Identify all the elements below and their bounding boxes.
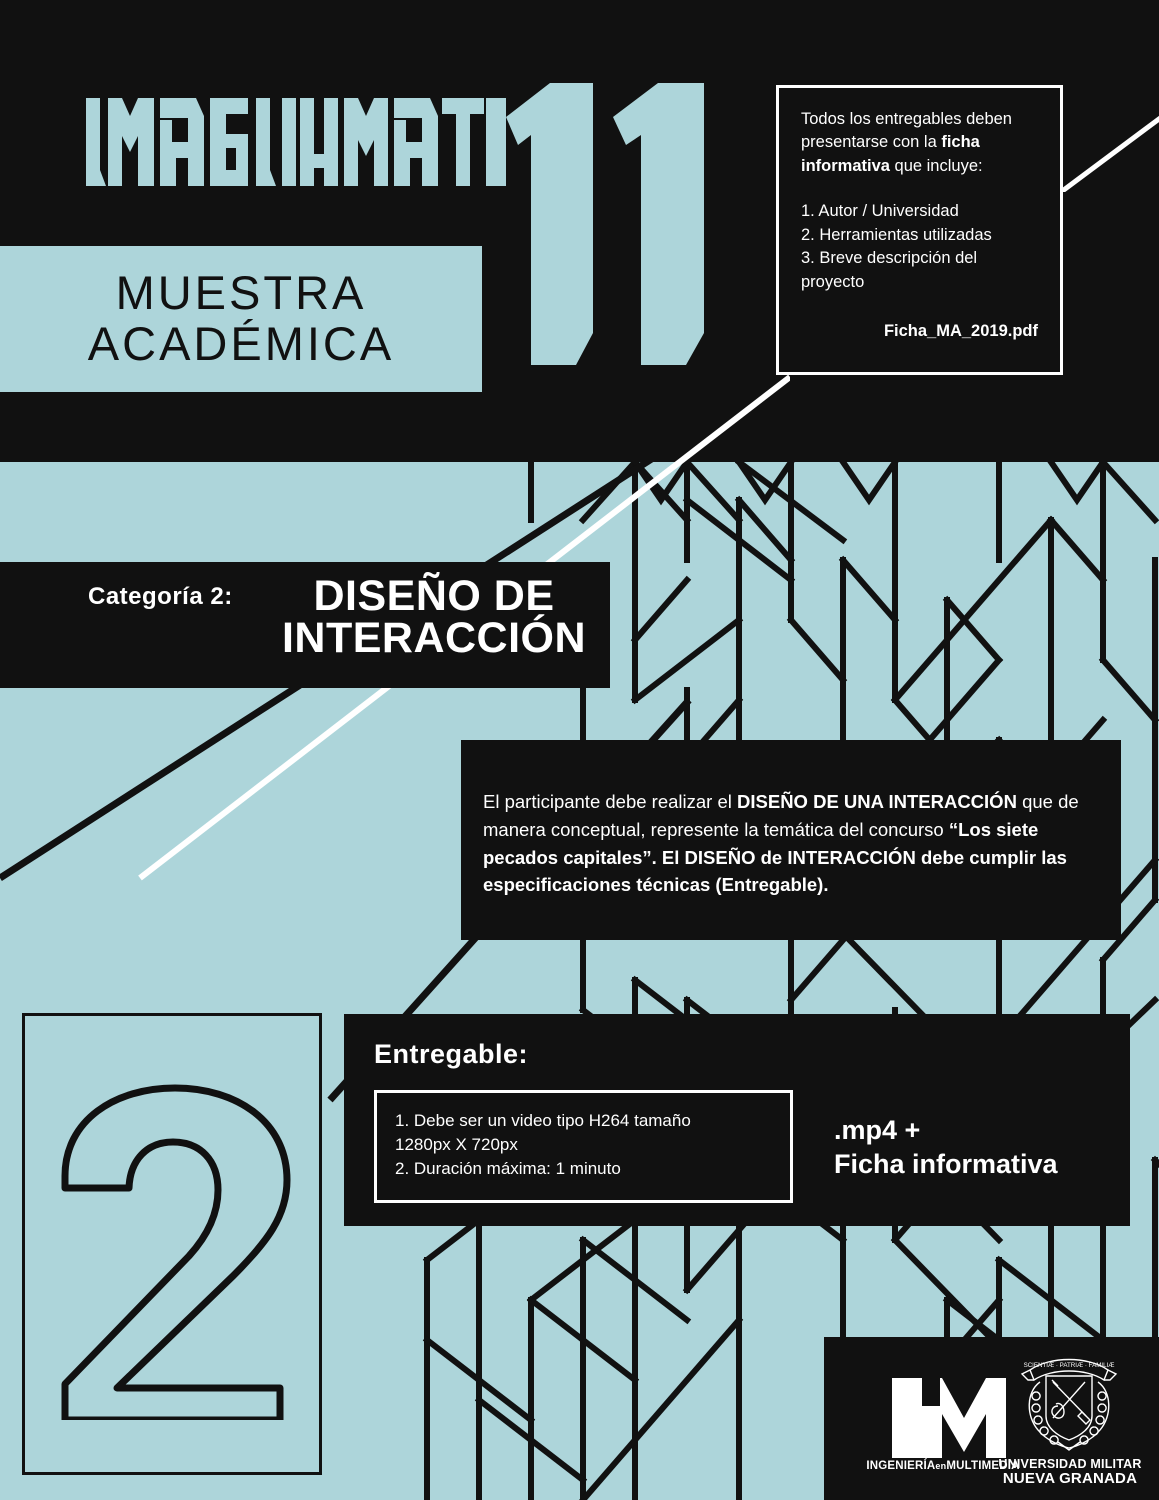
- deliverable-title: Entregable:: [374, 1039, 529, 1069]
- edition-number-11-logo: [498, 75, 713, 365]
- info-item-1: 1. Autor / Universidad: [801, 202, 959, 221]
- info-item-2: 2. Herramientas utilizadas: [801, 225, 992, 244]
- university-line-2: NUEVA GRANADA: [1002, 1470, 1138, 1487]
- description-box: [461, 740, 1121, 940]
- deliverable-item-1: 1. Debe ser un video tipo H264 tamaño 1280px X 720px: [395, 1111, 691, 1155]
- description-text: El participante debe realizar el DISEÑO DE UNA INTERACCIÓN que de manera conceptual, represente la temática del concurso “Los siete pecados capitales”. El DISEÑO de INTERACCIÓN debe cumplir las especificaciones técnicas (Entregable).: [483, 791, 1079, 896]
- info-requirements-list: [801, 200, 1038, 294]
- muestra-line-2: ACADÉMICA: [87, 317, 395, 370]
- connector-line-right: [1061, 110, 1159, 192]
- footer-logos-box: [824, 1337, 1159, 1500]
- category-title-line-2: INTERACCIÓN: [281, 614, 587, 663]
- format-line-1: .mp4 +: [834, 1115, 921, 1145]
- university-line-1: UNIVERSIDAD MILITAR: [998, 1457, 1142, 1471]
- info-intro-text: Todos los entregables deben presentarse con la ficha informativa que incluye:: [801, 110, 1012, 175]
- ficha-file-name: Ficha_MA_2019.pdf: [883, 321, 1038, 340]
- imaginatio-wordmark-logo: [86, 96, 506, 188]
- category-number-2-outline: [55, 1080, 300, 1420]
- universidad-militar-crest-icon: [1006, 1354, 1132, 1458]
- format-line-2: Ficha informativa: [834, 1148, 1058, 1179]
- muestra-line-1: MUESTRA: [115, 266, 367, 320]
- ficha-informativa-info-box: [776, 85, 1063, 375]
- crest-motto-text: SCIENTIÆ · PATRIÆ · FAMILIÆ: [1023, 1362, 1115, 1369]
- deliverable-specs-box: [374, 1090, 793, 1203]
- university-name-caption: [994, 1457, 1146, 1488]
- ingenieria-multimedia-caption: INGENIERÍAenMULTIMEDIA: [866, 1460, 1020, 1472]
- deliverable-box: [344, 1014, 1130, 1226]
- category-label: Categoría 2:: [88, 583, 233, 610]
- deliverable-format: [834, 1114, 1058, 1182]
- deliverable-item-2: 2. Duración máxima: 1 minuto: [395, 1159, 621, 1179]
- category-title: [258, 572, 610, 663]
- category-title-line-1: DISEÑO DE: [313, 572, 555, 620]
- info-item-3: 3. Breve descripción del proyecto: [801, 249, 978, 291]
